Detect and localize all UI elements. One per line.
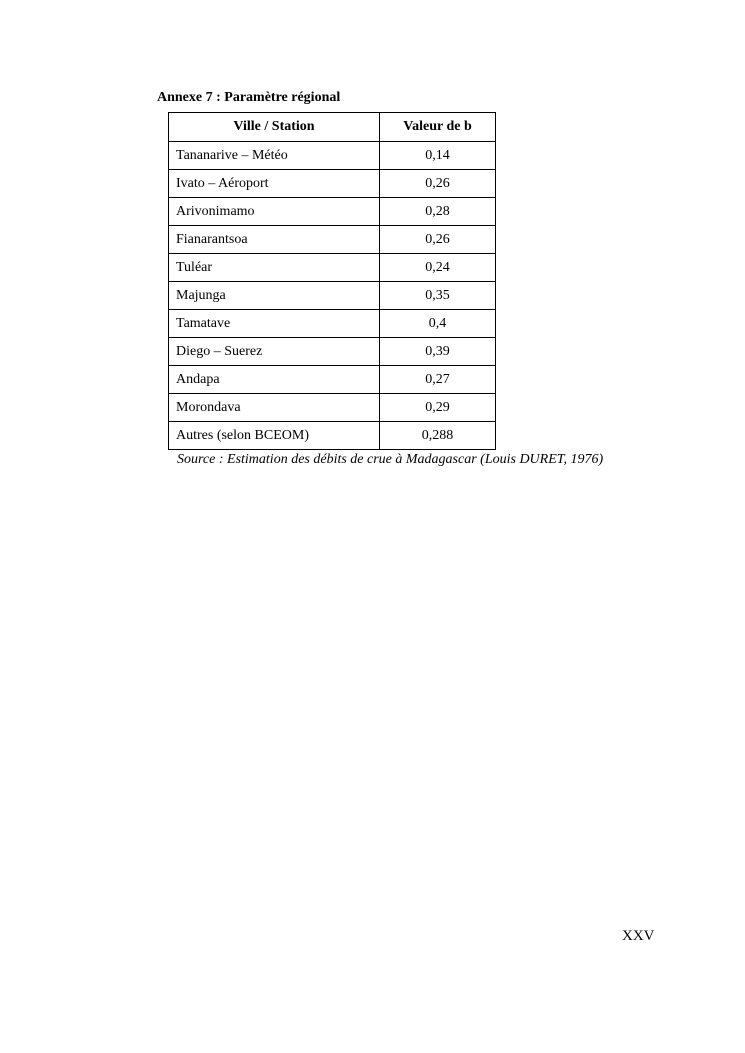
table-row <box>169 422 496 450</box>
city-cell: Majunga <box>169 282 380 310</box>
table-row <box>169 170 496 198</box>
city-cell: Andapa <box>169 366 380 394</box>
table-row <box>169 254 496 282</box>
value-cell: 0,26 <box>380 170 496 198</box>
table-header-row <box>169 113 496 142</box>
value-cell: 0,24 <box>380 254 496 282</box>
city-cell: Diego – Suerez <box>169 338 380 366</box>
table-row <box>169 394 496 422</box>
table-row <box>169 338 496 366</box>
annex-heading: Annexe 7 : Paramètre régional <box>157 90 341 105</box>
city-cell: Fianarantsoa <box>169 226 380 254</box>
value-cell: 0,26 <box>380 226 496 254</box>
source-citation: Source : Estimation des débits de crue à Madagascar (Louis DURET, 1976) <box>177 452 604 467</box>
table-row <box>169 198 496 226</box>
value-cell: 0,27 <box>380 366 496 394</box>
city-cell: Morondava <box>169 394 380 422</box>
regional-parameter-table <box>168 112 496 450</box>
city-cell: Ivato – Aéroport <box>169 170 380 198</box>
value-cell: 0,35 <box>380 282 496 310</box>
table-row <box>169 142 496 170</box>
city-cell: Tananarive – Météo <box>169 142 380 170</box>
city-cell: Tamatave <box>169 310 380 338</box>
city-cell: Arivonimamo <box>169 198 380 226</box>
table-row <box>169 366 496 394</box>
table-row <box>169 310 496 338</box>
value-cell: 0,29 <box>380 394 496 422</box>
table-row <box>169 226 496 254</box>
value-cell: 0,39 <box>380 338 496 366</box>
value-cell: 0,14 <box>380 142 496 170</box>
value-cell: 0,28 <box>380 198 496 226</box>
value-cell: 0,288 <box>380 422 496 450</box>
city-cell: Tuléar <box>169 254 380 282</box>
column-header-value: Valeur de b <box>380 113 496 142</box>
city-cell: Autres (selon BCEOM) <box>169 422 380 450</box>
table-row <box>169 282 496 310</box>
value-cell: 0,4 <box>380 310 496 338</box>
page-number: XXV <box>622 928 655 944</box>
column-header-city: Ville / Station <box>169 113 380 142</box>
